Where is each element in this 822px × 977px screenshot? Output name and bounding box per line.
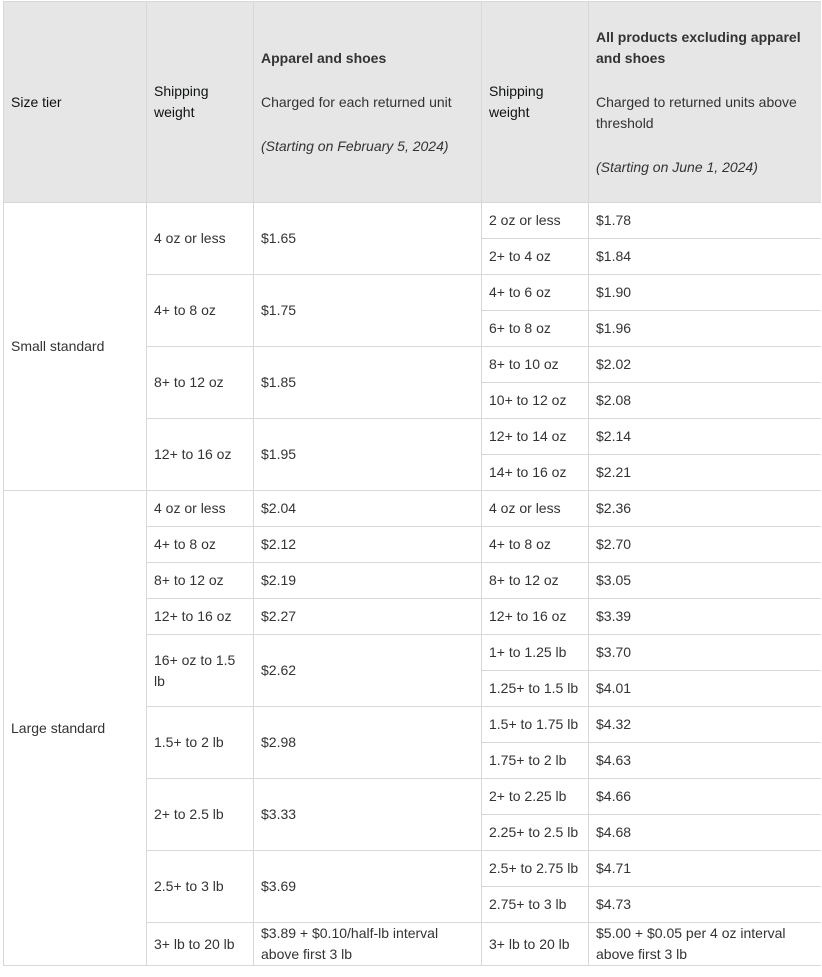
apparel-fee-cell: $1.75 <box>254 275 482 347</box>
other-fee-cell: $3.05 <box>589 563 822 599</box>
other-weight-cell: 2.5+ to 2.75 lb <box>482 851 589 887</box>
table-row <box>4 203 822 239</box>
apparel-fee-cell: $2.04 <box>254 491 482 527</box>
apparel-fee-cell: $1.95 <box>254 419 482 491</box>
apparel-weight-cell: 8+ to 12 oz <box>147 563 254 599</box>
other-fee-cell: $4.01 <box>589 671 822 707</box>
other-weight-cell: 14+ to 16 oz <box>482 455 589 491</box>
other-weight-cell: 8+ to 10 oz <box>482 347 589 383</box>
other-fee-cell: $2.14 <box>589 419 822 455</box>
table-body <box>4 203 822 966</box>
apparel-fee-subtitle: Charged for each returned unit <box>261 93 452 110</box>
other-fee-cell: $3.39 <box>589 599 822 635</box>
other-fee-cell: $2.08 <box>589 383 822 419</box>
other-fee-cell: $4.71 <box>589 851 822 887</box>
apparel-fee-cell: $2.19 <box>254 563 482 599</box>
other-fee-cell: $2.21 <box>589 455 822 491</box>
other-weight-cell: 8+ to 12 oz <box>482 563 589 599</box>
apparel-fee-cell: $1.85 <box>254 347 482 419</box>
other-fee-cell: $5.00 + $0.05 per 4 oz interval above first 3 lb <box>589 923 822 966</box>
apparel-fee-cell: $3.33 <box>254 779 482 851</box>
other-fee-cell: $1.96 <box>589 311 822 347</box>
apparel-fee-cell: $2.98 <box>254 707 482 779</box>
apparel-fee-cell: $1.65 <box>254 203 482 275</box>
apparel-fee-cell: $2.62 <box>254 635 482 707</box>
other-fee-cell: $2.70 <box>589 527 822 563</box>
other-fee-cell: $3.70 <box>589 635 822 671</box>
table-row <box>4 491 822 527</box>
other-weight-cell: 2.75+ to 3 lb <box>482 887 589 923</box>
other-weight-cell: 12+ to 14 oz <box>482 419 589 455</box>
other-weight-cell: 2+ to 4 oz <box>482 239 589 275</box>
other-weight-cell: 10+ to 12 oz <box>482 383 589 419</box>
apparel-weight-cell: 4+ to 8 oz <box>147 527 254 563</box>
apparel-fee-header <box>254 2 482 203</box>
apparel-weight-cell: 12+ to 16 oz <box>147 599 254 635</box>
apparel-weight-cell: 4+ to 8 oz <box>147 275 254 347</box>
other-fee-cell: $4.32 <box>589 707 822 743</box>
other-weight-cell: 4+ to 6 oz <box>482 275 589 311</box>
other-fee-subtitle: Charged to returned units above threshold <box>596 93 797 131</box>
other-fee-cell: $1.78 <box>589 203 822 239</box>
apparel-fee-cell: $3.89 + $0.10/half-lb interval above first 3 lb <box>254 923 482 966</box>
other-fee-cell: $2.02 <box>589 347 822 383</box>
other-fee-cell: $1.90 <box>589 275 822 311</box>
other-weight-cell: 2+ to 2.25 lb <box>482 779 589 815</box>
other-fee-title: All products excluding apparel and shoes <box>596 28 801 66</box>
fee-table-container <box>3 1 821 977</box>
other-weight-cell: 1.5+ to 1.75 lb <box>482 707 589 743</box>
apparel-weight-cell: 4 oz or less <box>147 491 254 527</box>
apparel-weight-cell: 1.5+ to 2 lb <box>147 707 254 779</box>
size-tier-cell: Small standard <box>4 203 147 491</box>
other-fee-cell: $4.73 <box>589 887 822 923</box>
apparel-weight-cell: 16+ oz to 1.5 lb <box>147 635 254 707</box>
other-weight-cell: 2 oz or less <box>482 203 589 239</box>
other-weight-cell: 4 oz or less <box>482 491 589 527</box>
other-fee-cell: $4.68 <box>589 815 822 851</box>
apparel-weight-cell: 8+ to 12 oz <box>147 347 254 419</box>
table-header-row <box>4 2 822 203</box>
apparel-weight-cell: 12+ to 16 oz <box>147 419 254 491</box>
other-fee-cell: $4.66 <box>589 779 822 815</box>
size-tier-header: Size tier <box>4 2 147 203</box>
other-weight-cell: 2.25+ to 2.5 lb <box>482 815 589 851</box>
apparel-fee-note: (Starting on February 5, 2024) <box>261 137 449 154</box>
apparel-fee-title: Apparel and shoes <box>261 49 387 66</box>
apparel-weight-cell: 2.5+ to 3 lb <box>147 851 254 923</box>
other-fee-header <box>589 2 822 203</box>
other-shipping-weight-header: Shipping weight <box>482 2 589 203</box>
apparel-shipping-weight-header: Shipping weight <box>147 2 254 203</box>
other-weight-cell: 4+ to 8 oz <box>482 527 589 563</box>
other-weight-cell: 1.75+ to 2 lb <box>482 743 589 779</box>
other-fee-note: (Starting on June 1, 2024) <box>596 158 758 175</box>
other-weight-cell: 3+ lb to 20 lb <box>482 923 589 966</box>
apparel-fee-cell: $2.27 <box>254 599 482 635</box>
apparel-weight-cell: 4 oz or less <box>147 203 254 275</box>
other-weight-cell: 1+ to 1.25 lb <box>482 635 589 671</box>
returns-processing-fee-table <box>3 1 821 966</box>
other-weight-cell: 12+ to 16 oz <box>482 599 589 635</box>
other-fee-cell: $1.84 <box>589 239 822 275</box>
apparel-fee-cell: $3.69 <box>254 851 482 923</box>
other-fee-cell: $4.63 <box>589 743 822 779</box>
other-fee-cell: $2.36 <box>589 491 822 527</box>
size-tier-cell: Large standard <box>4 491 147 966</box>
other-weight-cell: 1.25+ to 1.5 lb <box>482 671 589 707</box>
apparel-fee-cell: $2.12 <box>254 527 482 563</box>
apparel-weight-cell: 2+ to 2.5 lb <box>147 779 254 851</box>
apparel-weight-cell: 3+ lb to 20 lb <box>147 923 254 966</box>
other-weight-cell: 6+ to 8 oz <box>482 311 589 347</box>
